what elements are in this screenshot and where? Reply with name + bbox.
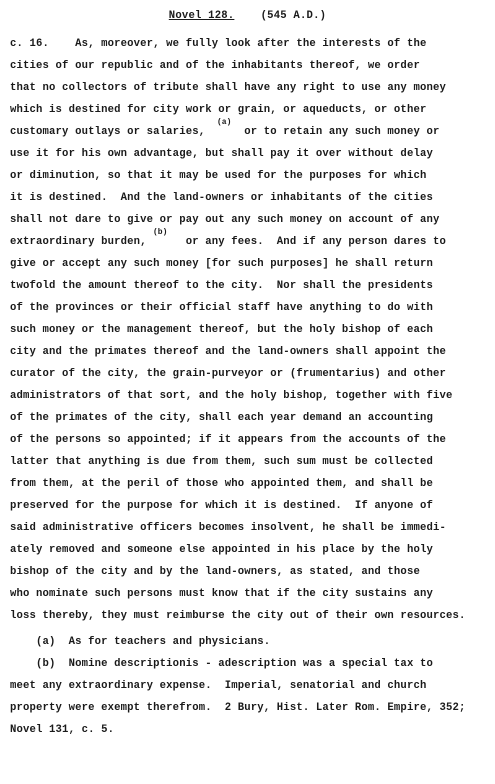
footnote-mark-a: (a) bbox=[217, 118, 232, 127]
body-line: that no collectors of tribute shall have any right to use any money bbox=[10, 82, 446, 94]
body-line: give or accept any such money [for such purposes] he shall return bbox=[10, 258, 433, 270]
body-line: twofold the amount thereof to the city. Nor shall the presidents bbox=[10, 280, 433, 292]
body-line: from them, at the peril of those who appointed them, and shall be bbox=[10, 478, 433, 490]
body-line: bishop of the city and by the land-owners, as stated, and those bbox=[10, 566, 420, 578]
novel-title: Novel 128. bbox=[168, 10, 235, 22]
body-line: who nominate such persons must know that if the city sustains any bbox=[10, 588, 433, 600]
body-line: of the persons so appointed; if it appears from the accounts of the bbox=[10, 434, 446, 446]
footnote-line: property were exempt therefrom. 2 Bury, Hist. Later Rom. Empire, 352; bbox=[10, 702, 466, 714]
body-line: which is destined for city work or grain, or aqueducts, or other bbox=[10, 104, 427, 116]
body-line: curator of the city, the grain-purveyor or (frumentarius) and other bbox=[10, 368, 446, 380]
footnote-line: meet any extraordinary expense. Imperial, senatorial and church bbox=[10, 680, 427, 692]
body-line: ately removed and someone else appointed in his place by the holy bbox=[10, 544, 433, 556]
body-line: extraordinary burden, or any fees. And if any person dares to bbox=[10, 236, 446, 248]
footnote-line: (a) As for teachers and physicians. bbox=[10, 636, 271, 648]
body-line: customary outlays or salaries, or to retain any such money or bbox=[10, 126, 440, 138]
body-line: loss thereby, they must reimburse the city out of their own resources. bbox=[10, 610, 466, 622]
body-line: of the provinces or their official staff have anything to do with bbox=[10, 302, 433, 314]
body-line: administrators of that sort, and the holy bishop, together with five bbox=[10, 390, 453, 402]
body-line: said administrative officers becomes insolvent, he shall be immedi- bbox=[10, 522, 446, 534]
footnote-mark-b: (b) bbox=[153, 228, 168, 237]
body-line: city and the primates thereof and the land-owners shall appoint the bbox=[10, 346, 446, 358]
body-line: cities of our republic and of the inhabitants thereof, we order bbox=[10, 60, 420, 72]
body-line: of the primates of the city, shall each year demand an accounting bbox=[10, 412, 433, 424]
body-line: preserved for the purpose for which it is destined. If anyone of bbox=[10, 500, 433, 512]
body-line: such money or the management thereof, but the holy bishop of each bbox=[10, 324, 433, 336]
body-line: latter that anything is due from them, such sum must be collected bbox=[10, 456, 433, 468]
body-line: c. 16. As, moreover, we fully look after the interests of the bbox=[10, 38, 427, 50]
body-line: it is destined. And the land-owners or inhabitants of the cities bbox=[10, 192, 433, 204]
body-line: shall not dare to give or pay out any such money on account of any bbox=[10, 214, 440, 226]
footnote-line: (b) Nomine descriptionis - adescription was a special tax to bbox=[10, 658, 433, 670]
body-line: use it for his own advantage, but shall pay it over without delay bbox=[10, 148, 433, 160]
page-header bbox=[0, 10, 495, 22]
footnote-line: Novel 131, c. 5. bbox=[10, 724, 115, 736]
body-line: or diminution, so that it may be used for the purposes for which bbox=[10, 170, 427, 182]
novel-date: (545 A.D.) bbox=[260, 10, 327, 22]
